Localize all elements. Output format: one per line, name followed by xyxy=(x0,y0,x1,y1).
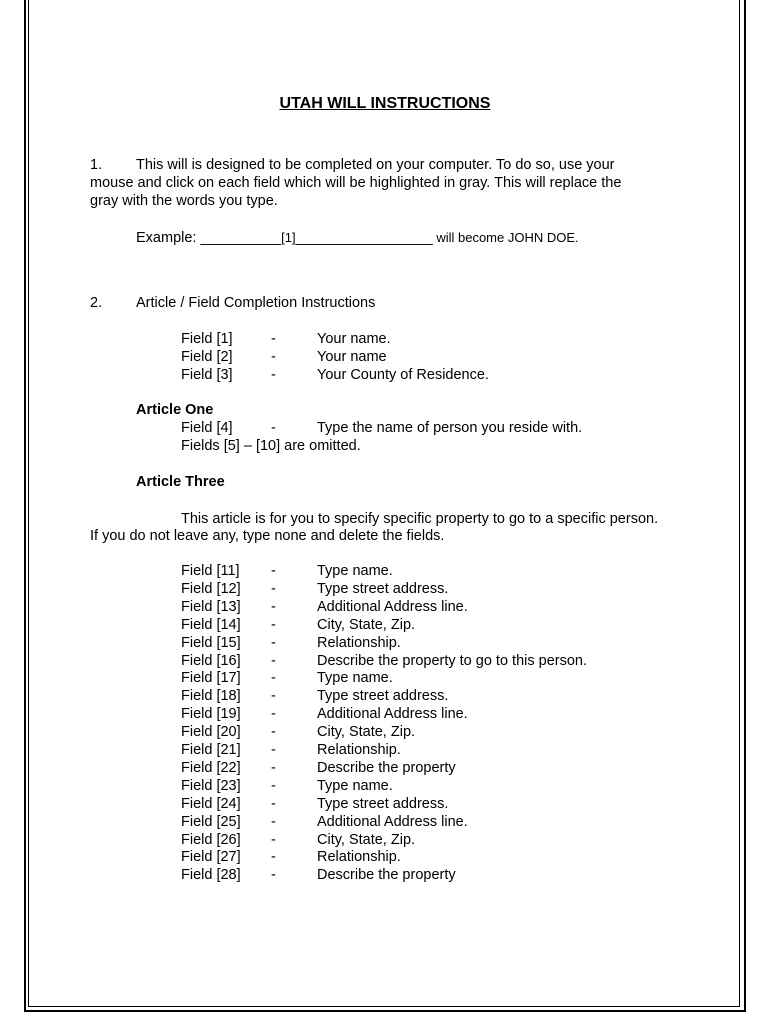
document-title: UTAH WILL INSTRUCTIONS xyxy=(279,95,491,112)
field-description: Your name xyxy=(317,349,387,365)
section-1-number: 1. xyxy=(90,157,103,173)
field-row xyxy=(181,705,661,723)
field-label: Field [15] xyxy=(181,634,241,651)
field-description: Type name. xyxy=(317,777,393,794)
field-description: Type name. xyxy=(317,563,393,579)
field-label: Field [13] xyxy=(181,598,241,615)
example-field-marker: [1] xyxy=(281,230,296,245)
field-row xyxy=(181,634,661,652)
example-blank-1: __________ xyxy=(200,230,282,246)
field-description: Type name. xyxy=(317,670,393,687)
field-row xyxy=(181,330,661,348)
field-label: Field [12] xyxy=(181,580,241,597)
field-dash: - xyxy=(271,795,276,812)
field-dash: - xyxy=(271,759,276,776)
field-label: Field [11] xyxy=(181,563,240,579)
example-blank-2: _________________ xyxy=(295,230,433,246)
field-row xyxy=(181,669,661,687)
field-row xyxy=(181,580,661,598)
field-row xyxy=(181,366,661,384)
field-row xyxy=(181,831,661,849)
field-label: Field [20] xyxy=(181,724,241,741)
field-label: Field [26] xyxy=(181,831,241,848)
field-label: Field [2] xyxy=(181,349,233,365)
field-label: Field [27] xyxy=(181,849,241,866)
field-description: Describe the property xyxy=(317,759,456,776)
field-dash: - xyxy=(271,706,276,723)
omitted-fields-note: Fields [5] – [10] are omitted. xyxy=(181,438,361,454)
field-label: Field [4] xyxy=(181,420,233,436)
field-row xyxy=(181,848,661,866)
example-label: Example: xyxy=(136,230,201,246)
field-label: Field [24] xyxy=(181,795,241,812)
field-row xyxy=(181,562,661,580)
field-row xyxy=(181,795,661,813)
field-description: Type street address. xyxy=(317,795,449,812)
article-one-field-row xyxy=(181,419,661,437)
field-dash: - xyxy=(271,616,276,633)
field-description: Additional Address line. xyxy=(317,813,468,830)
field-row xyxy=(181,777,661,795)
field-label: Field [23] xyxy=(181,777,241,794)
field-description: Relationship. xyxy=(317,742,401,758)
field-row xyxy=(181,652,661,670)
field-label: Field [18] xyxy=(181,688,241,705)
field-row xyxy=(181,741,661,759)
field-label: Field [3] xyxy=(181,367,233,383)
field-row xyxy=(181,687,661,705)
field-label: Field [19] xyxy=(181,706,241,723)
field-description: Type street address. xyxy=(317,688,449,705)
article-three-para-line-1: This article is for you to specify specific property to go to a specific person. xyxy=(181,511,659,527)
example-result: will become JOHN DOE. xyxy=(432,230,579,245)
field-dash: - xyxy=(271,831,276,848)
field-row xyxy=(181,616,661,634)
article-three-heading: Article Three xyxy=(136,474,225,490)
field-row xyxy=(181,598,661,616)
field-dash: - xyxy=(271,652,276,669)
field-dash: - xyxy=(271,367,276,383)
field-dash: - xyxy=(271,742,276,758)
field-dash: - xyxy=(271,670,276,687)
section-1-line-2: mouse and click on each field which will be highlighted in gray. This will replace the xyxy=(90,175,622,191)
field-dash: - xyxy=(271,563,276,579)
field-description: Describe the property xyxy=(317,867,456,884)
field-dash: - xyxy=(271,420,276,436)
field-dash: - xyxy=(271,331,276,347)
field-dash: - xyxy=(271,724,276,741)
field-description: Type street address. xyxy=(317,580,449,597)
field-dash: - xyxy=(271,349,276,365)
field-dash: - xyxy=(271,867,276,884)
article-three-para-line-2: If you do not leave any, type none and delete the fields. xyxy=(90,528,445,544)
field-label: Field [25] xyxy=(181,813,241,830)
field-row xyxy=(181,813,661,831)
field-dash: - xyxy=(271,580,276,597)
field-description: Type the name of person you reside with. xyxy=(317,420,583,436)
field-label: Field [16] xyxy=(181,652,241,669)
field-row xyxy=(181,723,661,741)
field-description: Additional Address line. xyxy=(317,706,468,723)
field-row xyxy=(181,759,661,777)
field-dash: - xyxy=(271,634,276,651)
example-line xyxy=(136,229,579,247)
field-dash: - xyxy=(271,777,276,794)
field-dash: - xyxy=(271,813,276,830)
section-2-number: 2. xyxy=(90,295,103,311)
field-description: Your name. xyxy=(317,331,391,347)
section-2-heading-line xyxy=(90,294,375,312)
field-label: Field [17] xyxy=(181,670,241,687)
article-one-heading: Article One xyxy=(136,402,214,418)
section-2-heading: Article / Field Completion Instructions xyxy=(136,295,376,311)
field-dash: - xyxy=(271,598,276,615)
section-1-line-1: 1. This will is designed to be completed on your computer. To do so, use your xyxy=(90,157,615,173)
field-description: Relationship. xyxy=(317,849,401,866)
field-description: Additional Address line. xyxy=(317,598,468,615)
field-description: City, State, Zip. xyxy=(317,616,416,633)
field-label: Field [22] xyxy=(181,759,241,776)
field-description: City, State, Zip. xyxy=(317,724,416,741)
field-description: Relationship. xyxy=(317,634,401,651)
field-label: Field [14] xyxy=(181,616,241,633)
field-description: Describe the property to go to this person. xyxy=(317,652,588,669)
field-label: Field [1] xyxy=(181,331,233,347)
field-dash: - xyxy=(271,849,276,866)
field-label: Field [28] xyxy=(181,867,241,884)
field-description: Your County of Residence. xyxy=(317,367,489,383)
field-description: City, State, Zip. xyxy=(317,831,416,848)
field-dash: - xyxy=(271,688,276,705)
field-row xyxy=(181,348,661,366)
field-row xyxy=(181,866,661,884)
section-1-line-3: gray with the words you type. xyxy=(90,193,278,209)
field-label: Field [21] xyxy=(181,742,241,758)
